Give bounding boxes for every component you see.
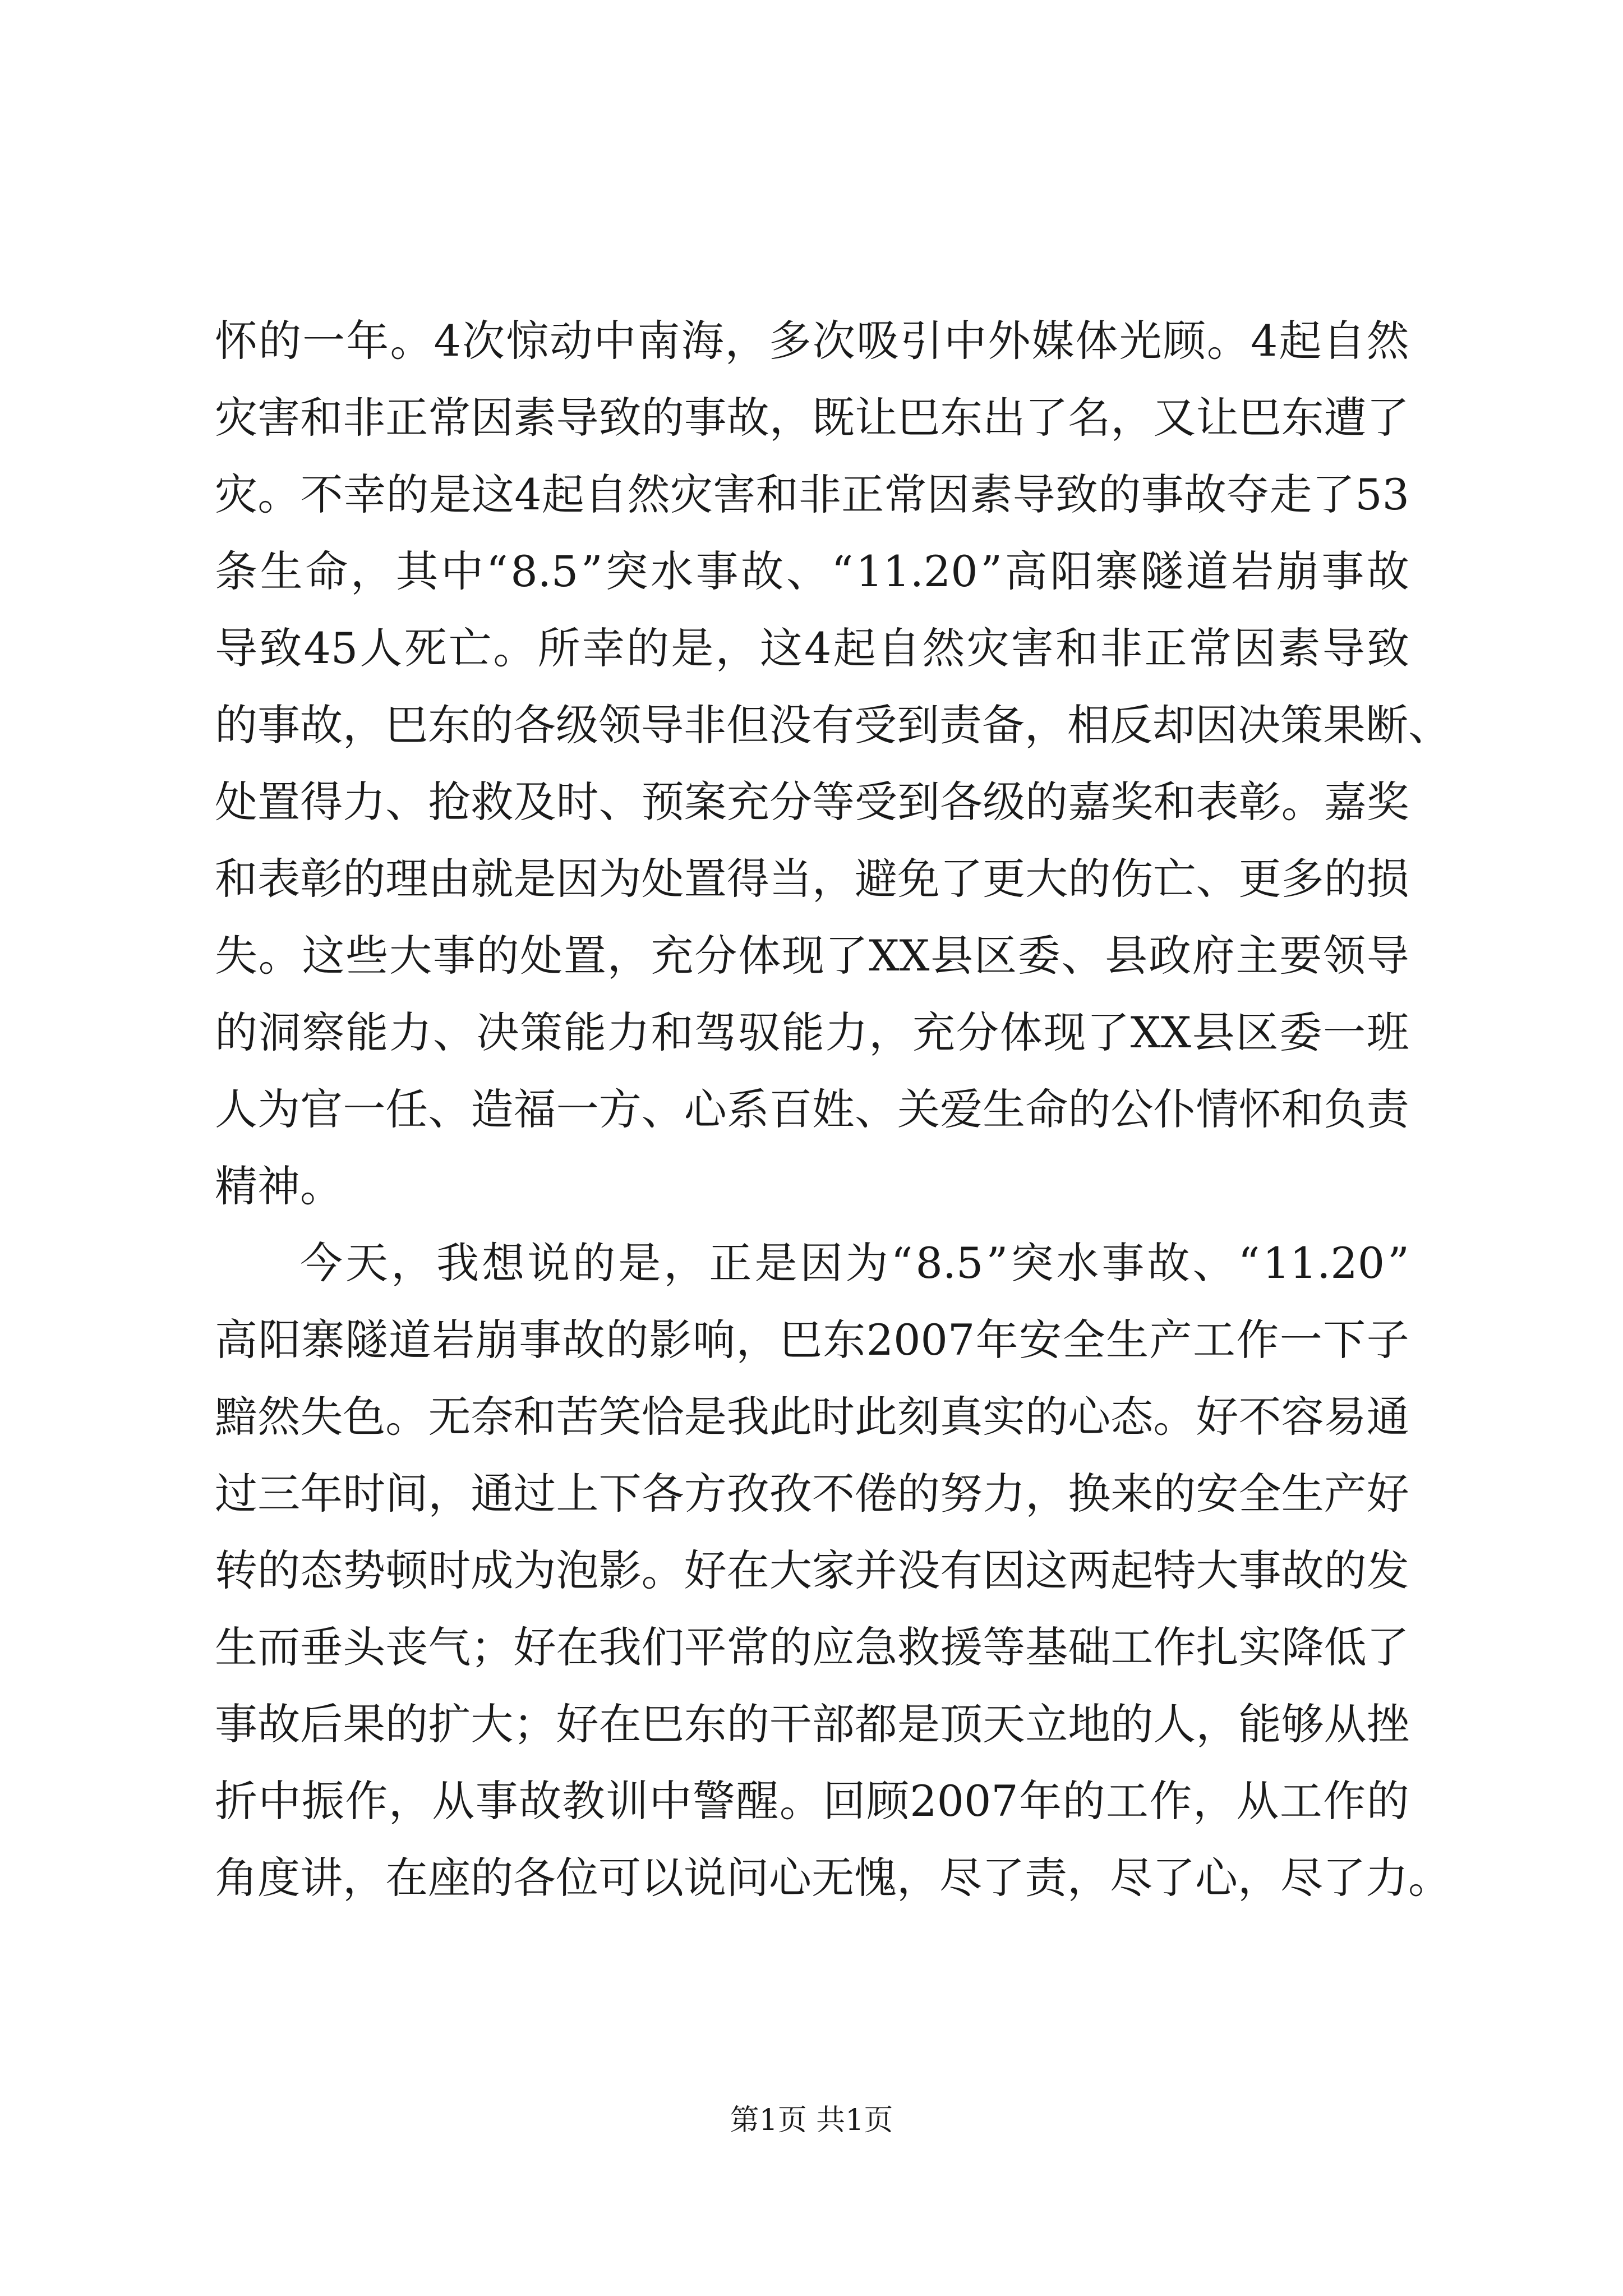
text-line: 失 。 这 些 大 事 的 处 置 ， 充 分 体 现 了 XX 县 区 委 、 县 政 府 主 要 领 导 xyxy=(215,931,1409,981)
text-line: 和 表 彰 的 理 由 就 是 因 为 处 置 得 当 ， 避 免 了 更 大 的 伤 亡 、 更 多 的 损 xyxy=(215,854,1409,904)
text-line: 灾 害 和 非 正 常 因 素 导 致 的 事 故 ， 既 让 巴 东 出 了 名 ， 又 让 巴 东 遭 了 xyxy=(215,393,1409,443)
text-line: 黯 然 失 色 。 无 奈 和 苦 笑 恰 是 我 此 时 此 刻 真 实 的 心 态 。 好 不 容 易 通 xyxy=(215,1392,1409,1442)
text-line: 角 度 讲 ， 在 座 的 各 位 可 以 说 问 心 无 愧 ， 尽 了 责 ， 尽 了 心 ， 尽 了 力 。 xyxy=(215,1853,1451,1903)
text-line: 过 三 年 时 间 ， 通 过 上 下 各 方 孜 孜 不 倦 的 努 力 ， 换 来 的 安 全 生 产 好 xyxy=(215,1469,1409,1519)
text-line: 人 为 官 一 任 、 造 福 一 方 、 心 系 百 姓 、 关 爱 生 命 的 公 仆 情 怀 和 负 责 xyxy=(215,1084,1409,1134)
text-line: 转 的 态 势 顿 时 成 为 泡 影 。 好 在 大 家 并 没 有 因 这 两 起 特 大 事 故 的 发 xyxy=(215,1545,1409,1595)
text-line: 高 阳 寨 隧 道 岩 崩 事 故 的 影 响 ， 巴 东 2007 年 安 全 生 产 工 作 一 下 子 xyxy=(215,1315,1409,1365)
text-line: 折 中 振 作 ， 从 事 故 教 训 中 警 醒 。 回 顾 2007 年 的 工 作 ， 从 工 作 的 xyxy=(215,1776,1409,1826)
text-line: 生 而 垂 头 丧 气 ； 好 在 我 们 平 常 的 应 急 救 援 等 基 础 工 作 扎 实 降 低 了 xyxy=(215,1622,1409,1672)
text-line: 条 生 命 ， 其 中 “ 8.5 ” 突 水 事 故 、 “ 11.20 ” 高 阳 寨 隧 道 岩 崩 事 故 xyxy=(215,546,1409,596)
text-line: 的 洞 察 能 力 、 决 策 能 力 和 驾 驭 能 力 ， 充 分 体 现 了 XX 县 区 委 一 班 xyxy=(215,1007,1409,1057)
text-line: 处 置 得 力 、 抢 救 及 时 、 预 案 充 分 等 受 到 各 级 的 嘉 奖 和 表 彰 。 嘉 奖 xyxy=(215,777,1409,827)
text-line: 怀 的 一 年 。 4 次 惊 动 中 南 海 ， 多 次 吸 引 中 外 媒 体 光 顾 。 4 起 自 然 xyxy=(215,316,1409,366)
text-line: 的 事 故 ， 巴 东 的 各 级 领 导 非 但 没 有 受 到 责 备 ， 相 反 却 因 决 策 果 断 、 xyxy=(215,700,1451,750)
text-line: 导 致 45 人 死 亡 。 所 幸 的 是 ， 这 4 起 自 然 灾 害 和 非 正 常 因 素 导 致 xyxy=(215,623,1409,673)
paragraph-end-line: 精神。 xyxy=(215,1161,343,1211)
text-line: 事 故 后 果 的 扩 大 ； 好 在 巴 东 的 干 部 都 是 顶 天 立 地 的 人 ， 能 够 从 挫 xyxy=(215,1699,1409,1749)
paragraph-first-line: 今 天 ， 我 想 说 的 是 ， 正 是 因 为 “ 8.5 ” 突 水 事 故 、 “ 11.20 ” xyxy=(300,1238,1409,1288)
text-line: 灾 。 不 幸 的 是 这 4 起 自 然 灾 害 和 非 正 常 因 素 导 致 的 事 故 夺 走 了 53 xyxy=(215,470,1409,519)
page-number-footer: 第1页 共1页 xyxy=(730,2104,893,2137)
